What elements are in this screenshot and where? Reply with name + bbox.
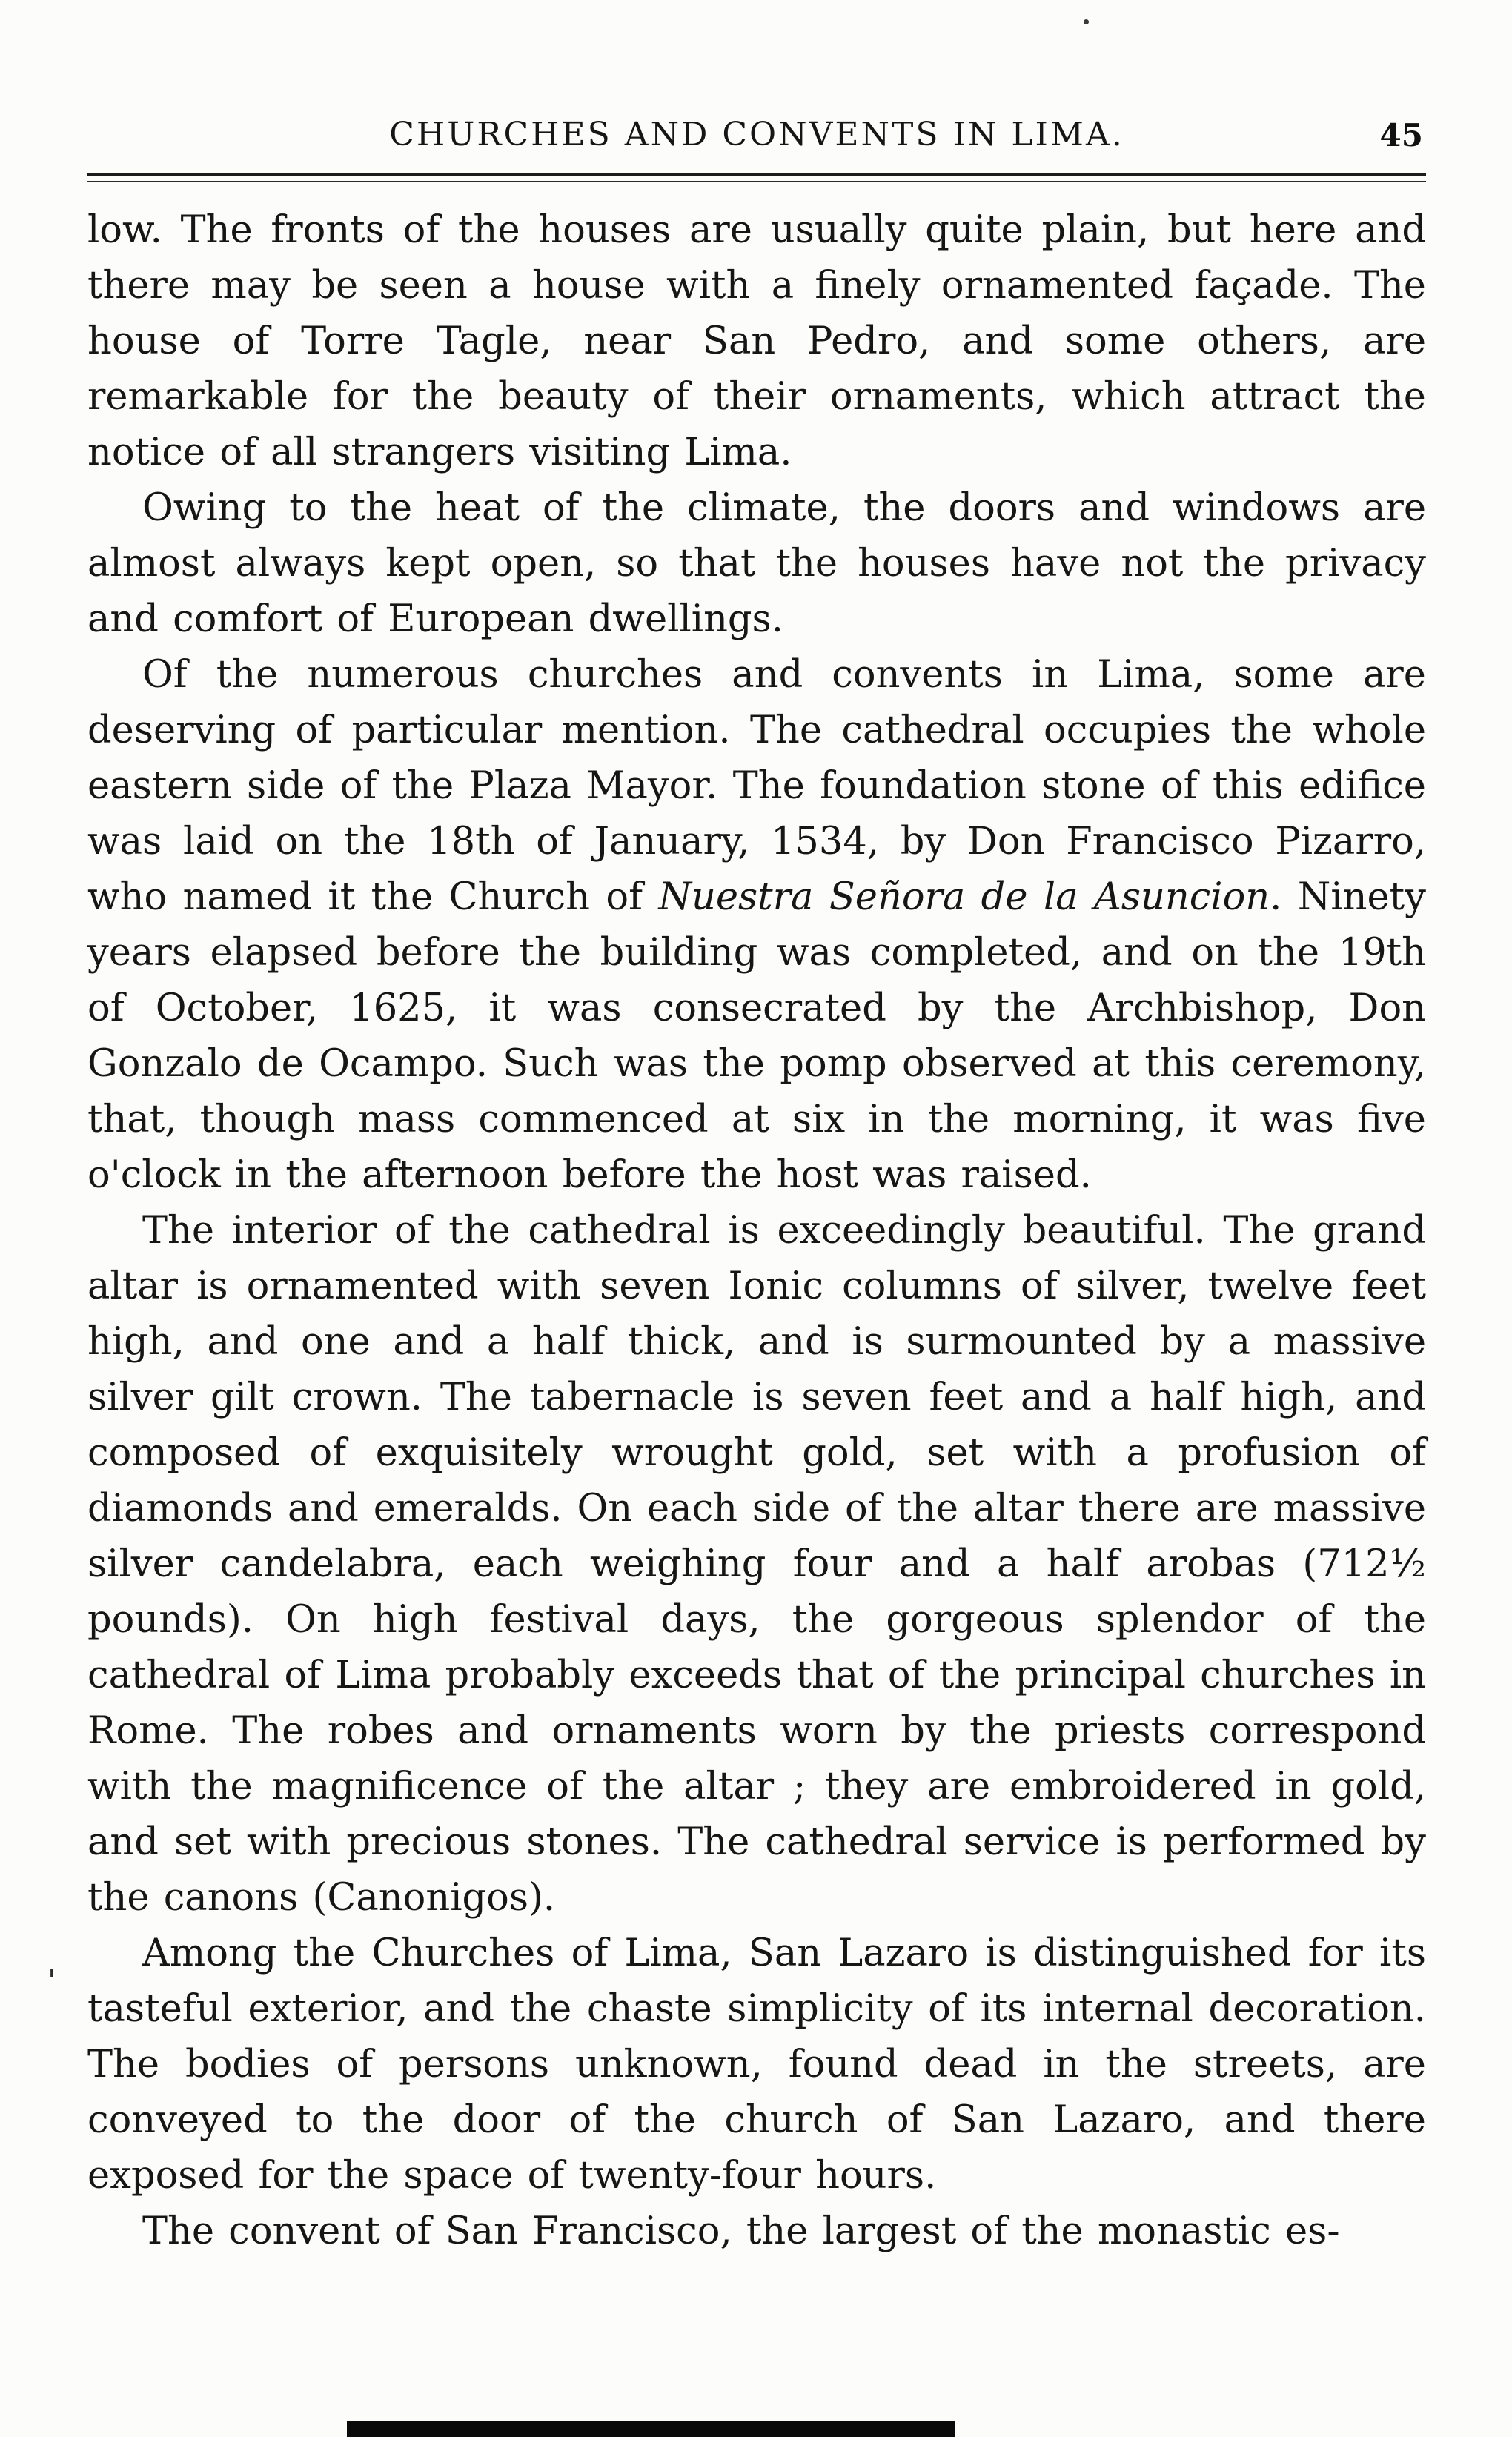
page-header (87, 116, 1426, 165)
header-rule (87, 173, 1426, 182)
text-block (87, 202, 1426, 2259)
body-text: . Ninety years elapsed before the building was completed, and on the 19th of October, 1625, it was consecrated by the Archbishop, Don Gonzalo de Ocampo. Such was the pomp observed at this ceremony, that, though mass commenced at six in the morning, it was five o'clock in the afternoon before the host was raised. (87, 875, 1426, 1197)
scan-artifact-bar (347, 2421, 955, 2437)
body-text: The interior of the cathedral is exceedingly beautiful. The grand altar is ornamented with seven Ionic columns of silver, twelve feet high, and one and a half thick, and is surmounted by a massive silver gilt crown. The tabernacle is seven feet and a half high, and composed of exquisitely wrought gold, set with a profusion of diamonds and emeralds. On each side of the altar there are massive silver candelabra, each weighing four and a half arobas (712½ pounds). On high festival days, the gorgeous splendor of the cathedral of Lima probably exceeds that of the principal churches in Rome. The robes and ornaments worn by the priests correspond with the magnificence of the altar ; they are embroidered in gold, and set with precious stones. The cathedral service is performed by the canons (Canonigos). (87, 1209, 1426, 1920)
paragraph (87, 1926, 1426, 2204)
running-title: CHURCHES AND CONVENTS IN LIMA. (389, 116, 1124, 153)
scan-dot (1084, 19, 1089, 24)
scan-speck: ' (47, 1963, 56, 1999)
paragraph (87, 202, 1426, 480)
body-text: low. The fronts of the houses are usually quite plain, but here and there may be seen a house with a finely ornamented façade. The house of Torre Tagle, near San Pedro, and some others, are remarkable for the beauty of their ornaments, which attract the notice of all strangers visiting Lima. (87, 208, 1426, 474)
paragraph (87, 647, 1426, 1203)
body-text: Of the numerous churches and convents in Lima, some are deserving of particular mention. The cathedral occupies the whole eastern side of the Plaza Mayor. The foundation stone of this edifice was laid on the 18th of January, 1534, by Don Francisco Pizarro, who named it the Church of (87, 653, 1426, 919)
body-text: Among the Churches of Lima, San Lazaro is distinguished for its tasteful exterior, and the chaste simplicity of its internal decoration. The bodies of persons unknown, found dead in the streets, are conveyed to the door of the church of San Lazaro, and there exposed for the space of twenty-four hours. (87, 1932, 1426, 2198)
italic-text: Nuestra Señora de la Asuncion (658, 875, 1270, 919)
page-content (87, 116, 1426, 2259)
paragraph (87, 480, 1426, 647)
body-text: The convent of San Francisco, the largest of the monastic es- (142, 2209, 1340, 2253)
paragraph (87, 2204, 1426, 2259)
page-number: 45 (1379, 117, 1423, 153)
body-text: Owing to the heat of the climate, the doors and windows are almost always kept open, so that the houses have not the privacy and comfort of European dwellings. (87, 486, 1426, 641)
paragraph (87, 1203, 1426, 1926)
